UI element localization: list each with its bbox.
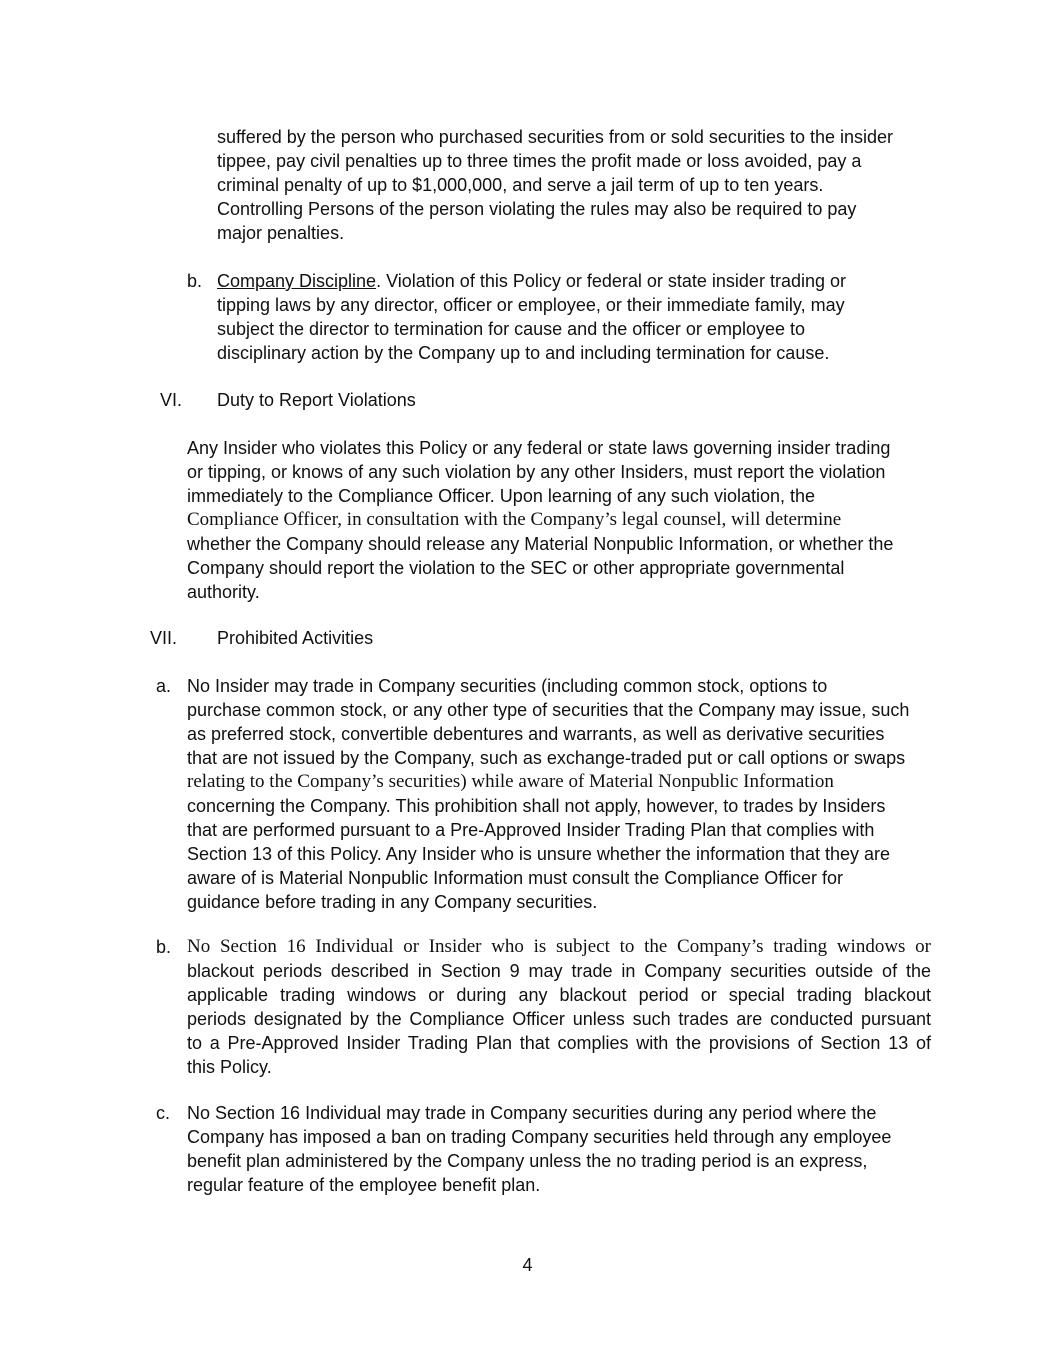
prohibited-item-b	[187, 935, 931, 1079]
text-line: blackout periods described in Section 9 may trade in Company securities outside of the	[187, 961, 931, 981]
section-numeral: VII.	[150, 628, 178, 648]
section-numeral: VI.	[160, 390, 183, 410]
continuation-paragraph	[217, 125, 937, 245]
text-line: aware of is Material Nonpublic Information must consult the Compliance Officer for	[187, 868, 843, 888]
text-line: guidance before trading in any Company securities.	[187, 892, 598, 912]
company-discipline-title: Company Discipline	[217, 271, 377, 291]
text-line: tipping laws by any director, officer or employee, or their immediate family, may	[217, 295, 845, 315]
text-line: as preferred stock, convertible debentures and warrants, as well as derivative securities	[187, 724, 885, 744]
text-line: No Section 16 Individual may trade in Company securities during any period where the	[187, 1103, 877, 1123]
text-run: . Violation of this Policy or federal or state insider trading or	[376, 271, 846, 291]
text-line: tippee, pay civil penalties up to three times the profit made or loss avoided, pay a	[217, 151, 862, 171]
text-line: Any Insider who violates this Policy or any federal or state laws governing insider trading	[187, 438, 891, 458]
section-heading: Duty to Report Violations	[217, 390, 416, 410]
text-line: suffered by the person who purchased securities from or sold securities to the insider	[217, 127, 894, 147]
text-line: major penalties.	[217, 223, 345, 243]
text-line: Controlling Persons of the person violating the rules may also be required to pay	[217, 199, 857, 219]
text-line: immediately to the Compliance Officer. Upon learning of any such violation, the	[187, 486, 816, 506]
text-line	[217, 269, 937, 293]
duty-to-report-paragraph	[187, 436, 947, 604]
text-line: No Insider may trade in Company securities (including common stock, options to	[187, 676, 828, 696]
page-number: 4	[522, 1255, 533, 1275]
list-marker: c.	[156, 1103, 171, 1123]
text-line: relating to the Company’s securities) while aware of Material Nonpublic Information	[187, 771, 834, 792]
section-heading: Prohibited Activities	[217, 628, 374, 648]
text-line: criminal penalty of up to $1,000,000, and serve a jail term of up to ten years.	[217, 175, 824, 195]
text-line: that are performed pursuant to a Pre-Approved Insider Trading Plan that complies with	[187, 820, 875, 840]
text-line: this Policy.	[187, 1057, 272, 1077]
text-line: periods designated by the Compliance Officer unless such trades are conducted pursuant	[187, 1009, 931, 1029]
prohibited-item-c	[187, 1101, 947, 1197]
list-marker: a.	[156, 676, 172, 696]
list-marker: b.	[187, 271, 203, 291]
text-line: that are not issued by the Company, such as exchange-traded put or call options or swaps	[187, 748, 906, 768]
text-line: Compliance Officer, in consultation with the Company’s legal counsel, will determine	[187, 509, 842, 530]
text-line: regular feature of the employee benefit plan.	[187, 1175, 541, 1195]
list-marker: b.	[156, 937, 172, 957]
text-line: authority.	[187, 582, 260, 602]
text-line: benefit plan administered by the Company unless the no trading period is an express,	[187, 1151, 868, 1171]
text-line: whether the Company should release any Material Nonpublic Information, or whether the	[187, 534, 894, 554]
text-line: Company should report the violation to the SEC or other appropriate governmental	[187, 558, 845, 578]
prohibited-item-a	[187, 674, 947, 914]
text-line: Company has imposed a ban on trading Company securities held through any employee	[187, 1127, 892, 1147]
text-line: or tipping, or knows of any such violation by any other Insiders, must report the violation	[187, 462, 886, 482]
text-line: Section 13 of this Policy. Any Insider who is unsure whether the information that they are	[187, 844, 891, 864]
company-discipline-paragraph	[217, 269, 937, 365]
text-line: to a Pre-Approved Insider Trading Plan that complies with the provisions of Section 13 of	[187, 1033, 931, 1053]
text-line: subject the director to termination for cause and the officer or employee to	[217, 319, 805, 339]
text-line: No Section 16 Individual or Insider who is subject to the Company’s trading windows or	[187, 936, 931, 957]
text-line: disciplinary action by the Company up to and including termination for cause.	[217, 343, 830, 363]
text-line: purchase common stock, or any other type of securities that the Company may issue, such	[187, 700, 910, 720]
text-line: concerning the Company. This prohibition shall not apply, however, to trades by Insiders	[187, 796, 886, 816]
text-line: applicable trading windows or during any blackout period or special trading blackout	[187, 985, 931, 1005]
